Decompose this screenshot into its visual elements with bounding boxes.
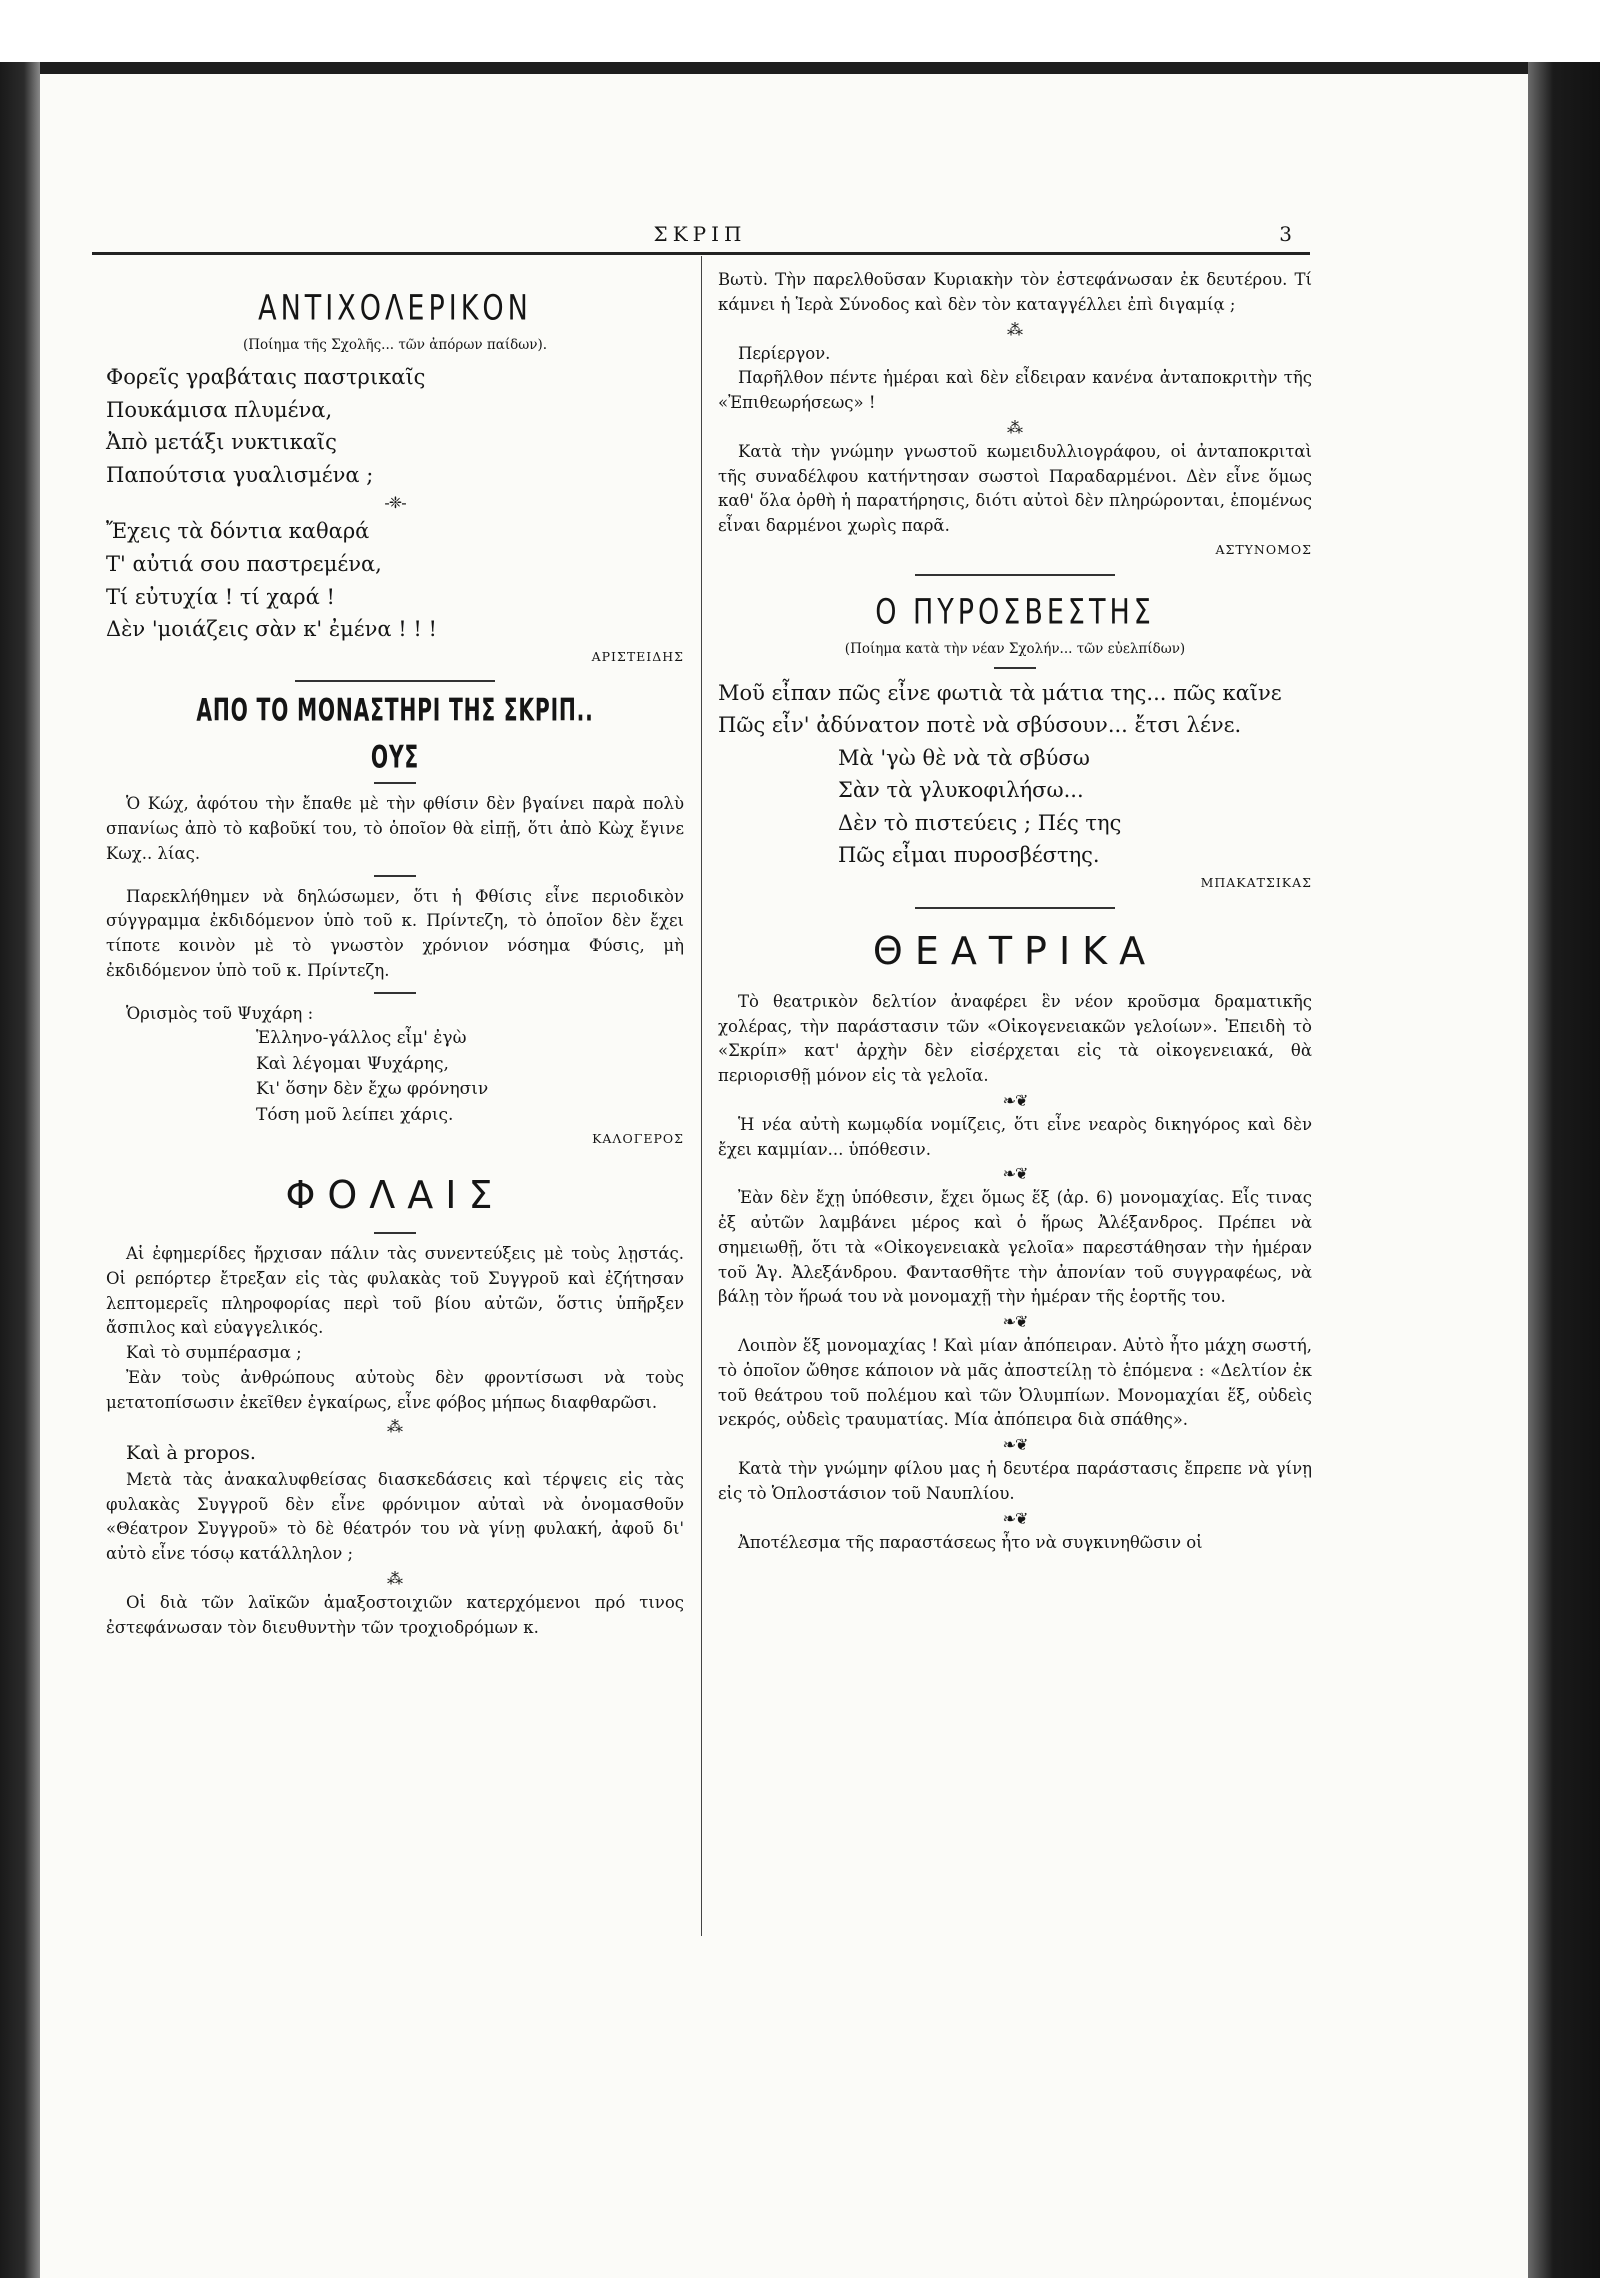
ornament-divider: ❧❦ bbox=[1002, 1508, 1028, 1528]
folais-paragraph-3: Ἐὰν τοὺς ἀνθρώπους αὐτοὺς δὲν φροντίσωσι νὰ τοὺς μετατοπίσωσιν ἐκεῖθεν ἐγκαίρως, εἶνε φόβος μήπως διαφθαρῶσι. bbox=[106, 1367, 684, 1412]
asterism: ⁂ bbox=[1007, 417, 1023, 437]
poem-line: Τ' αὐτιά σου παστρεμένα, bbox=[106, 551, 382, 576]
short-rule bbox=[374, 782, 416, 784]
masthead-title: ΣΚΡΙΠ bbox=[653, 222, 747, 246]
theatrika-paragraph-4: Λοιπὸν ἕξ μονομαχίας ! Καὶ μίαν ἀπόπειραν. Αὐτὸ ἦτο μάχη σωστή, τὸ ὁποῖον ὤθησε κάποιον νὰ μᾶς ἀποστείλῃ τὸ ἑπόμενα : «Δελτίον ἐκ τοῦ θεάτρου τοῦ πολέμου καὶ τῶν Ὀλυμπίων. Μονομαχίαι ἕξ, οὐδεὶς νεκρός, οὐδεὶς τραυματίας. Μία ἀπόπειρα διὰ σπάθης». bbox=[718, 1336, 1312, 1430]
folais-paragraph-2: Καὶ τὸ συμπέρασμα ; bbox=[126, 1343, 302, 1363]
poem-line: Ἀπὸ μετάξι νυκτικαῖς bbox=[106, 430, 337, 455]
verse-line: Τόση μοῦ λείπει χάρις. bbox=[256, 1104, 454, 1125]
short-rule bbox=[374, 875, 416, 877]
asterism: ⁂ bbox=[387, 1568, 403, 1588]
theatrika-paragraph-5: Κατὰ τὴν γνώμην φίλου μας ἡ δευτέρα παράστασις ἔπρεπε νὰ γίνῃ εἰς τὸ Ὁπλοστάσιον τοῦ Ναυπλίου. bbox=[718, 1459, 1312, 1503]
page-number: 3 bbox=[1279, 222, 1292, 246]
ornament-divider: ❧❦ bbox=[1002, 1164, 1028, 1184]
ornament-divider: -❈- bbox=[384, 493, 406, 513]
psycharis-verse bbox=[256, 1026, 684, 1128]
poem-line: Ἔχεις τὰ δόντια καθαρά bbox=[106, 519, 370, 544]
continuation-paragraph-3: Παρῆλθον πέντε ἡμέραι καὶ δὲν εἶδειραν κανένα ἀνταποκριτὴν τῆς «Ἐπιθεωρήσεως» ! bbox=[718, 368, 1312, 412]
theatrika-paragraph-3: Ἐὰν δὲν ἔχῃ ὑπόθεσιν, ἔχει ὅμως ἕξ (ἀρ. 6) μονομαχίας. Εἷς τινας ἐξ αὐτῶν λαμβάνει μέρος καὶ ὁ ἥρως Ἀλέξανδρος. Πρέπει νὰ σημειωθῇ, ὅτι τὰ «Οἰκογενειακὰ γελοῖα» παρεστάθησαν τὴν ἡμέραν τοῦ Ἁγ. Ἀλεξάνδρου. Φαντασθῆτε τὴν ἀπονίαν τοῦ συγγραφέως, νὰ βάλῃ τὸν ἥρωά του νὰ μονομαχῇ τὴν ἡμέραν τῆς ἑορτῆς του. bbox=[718, 1188, 1312, 1307]
short-rule bbox=[374, 992, 416, 994]
folais-paragraph-4: Καὶ à propos. bbox=[126, 1442, 256, 1465]
pyrosvestis-poem bbox=[718, 677, 1312, 872]
header-rule bbox=[92, 252, 1310, 255]
theatrika-paragraph-1: Τὸ θεατρικὸν δελτίον ἀναφέρει ἓν νέον κροῦσμα δραματικῆς χολέρας, τὴν παράστασιν τῶν «Οἰκογενειακῶν γελοίων». Ἐπειδὴ τὸ «Σκρίπ» κατ' ἀρχὴν δὲν εἰσέρχεται εἰς τὰ οἰκογενειακά, θὰ περιορισθῇ μόνον εἰς τὰ γελοῖα. bbox=[718, 991, 1312, 1086]
poem-line: Μὰ 'γὼ θὲ νὰ τὰ σβύσω bbox=[838, 745, 1090, 770]
poem-line: Πῶς εἶμαι πυροσβέστης. bbox=[838, 843, 1100, 868]
antixolerikon-subtitle: (Ποίημα τῆς Σχολῆς... τῶν ἀπόρων παίδων). bbox=[242, 337, 548, 353]
poem-line: Πουκάμισα πλυμένα, bbox=[106, 397, 333, 422]
column-separator bbox=[701, 256, 702, 1936]
poem-line: Πῶς εἶν' ἀδύνατον ποτὲ νὰ σβύσουν... ἔτσι λένε. bbox=[718, 713, 1242, 738]
section-rule bbox=[915, 907, 1115, 909]
ornament-divider: ❧❦ bbox=[1002, 1312, 1028, 1332]
verse-line: Κι' ὅσην δὲν ἔχω φρόνησιν bbox=[256, 1079, 489, 1100]
poem-line: Σὰν τὰ γλυκοφιλήσω... bbox=[838, 778, 1084, 803]
poem-line: Παπούτσια γυαλισμένα ; bbox=[106, 462, 374, 487]
short-rule bbox=[374, 1232, 416, 1234]
scan-top-margin bbox=[0, 0, 1600, 62]
pyrosvestis-title: Ο ΠΥΡΟΣΒΕΣΤΗΣ bbox=[875, 591, 1155, 633]
asterism: ⁂ bbox=[387, 1417, 403, 1437]
scan-right-edge bbox=[1528, 62, 1600, 2278]
theatrika-paragraph-6: Ἀποτέλεσμα τῆς παραστάσεως ἦτο νὰ συγκινηθῶσιν οἱ bbox=[738, 1532, 1203, 1552]
poem-line: Τί εὐτυχία ! τί χαρά ! bbox=[106, 584, 335, 609]
monastiri-paragraph-1: Ὁ Κώχ, ἀφότου τὴν ἔπαθε μὲ τὴν φθίσιν δὲν βγαίνει παρὰ πολὺ σπανίως ἀπὸ τὸ καβοῦκί του, τὸ ὁποῖον θὰ εἰπῇ, ὅτι ἀπὸ Κὼχ ἔγινε Κωχ.. λίας. bbox=[106, 794, 684, 863]
section-rule bbox=[295, 680, 495, 682]
right-column bbox=[718, 268, 1312, 1555]
section-rule bbox=[915, 574, 1115, 576]
scan-left-edge bbox=[0, 62, 40, 2278]
ornament-divider: ❧❦ bbox=[1002, 1090, 1028, 1110]
left-column bbox=[106, 268, 684, 1640]
antixolerikon-stanza-2 bbox=[106, 515, 684, 645]
folais-title: ΦΟΛΑΙΣ bbox=[285, 1173, 505, 1218]
scan-top-edge bbox=[0, 62, 1600, 74]
antixolerikon-title: ΑΝΤΙΧΟΛΕΡΙΚΟΝ bbox=[258, 288, 532, 329]
folais-paragraph-6: Οἱ διὰ τῶν λαϊκῶν ἁμαξοστοιχιῶν κατερχόμενοι πρό τινος ἐστεφάνωσαν τὸν διευθυντὴν τῶν τροχιοδρόμων κ. bbox=[106, 1592, 684, 1637]
monastiri-paragraph-3: Ὁρισμὸς τοῦ Ψυχάρη : bbox=[126, 1003, 314, 1023]
ornament-divider: ❧❦ bbox=[1002, 1435, 1028, 1455]
poem-line: Μοῦ εἶπαν πῶς εἶνε φωτιὰ τὰ μάτια της... πῶς καῖνε bbox=[718, 680, 1282, 705]
folais-paragraph-1: Αἱ ἐφημερίδες ἤρχισαν πάλιν τὰς συνεντεύξεις μὲ τοὺς λῃστάς. Οἱ ρεπόρτερ ἔτρεξαν εἰς τὰς φυλακὰς τοῦ Συγγροῦ καὶ ἐζήτησαν λεπτομερεῖς πληροφορίας περὶ τοῦ βίου αὐτῶν, ὅστις ὑπῆρξεν ἄσπιλος καὶ εὐαγγελικός. bbox=[106, 1244, 684, 1338]
poem-line: Δὲν τὸ πιστεύεις ; Πές της bbox=[838, 810, 1122, 835]
poem-line: Δὲν 'μοιάζεις σὰν κ' ἐμένα ! ! ! bbox=[106, 617, 437, 642]
signature-astynomos: ΑΣΤΥΝΟΜΟΣ bbox=[1215, 541, 1312, 557]
monastiri-title: ΑΠΟ ΤΟ ΜΟΝΑΣΤΗΡΙ ΤΗΣ ΣΚΡΙΠ.. ΟΥΣ bbox=[196, 693, 594, 777]
folais-paragraph-5: Μετὰ τὰς ἀνακαλυφθείσας διασκεδάσεις καὶ τέρψεις εἰς τὰς φυλακὰς Συγγροῦ δὲν εἶνε φρόνιμον αὐταὶ νὰ ὀνομασθοῦν «Θέατρον Συγγροῦ» τὸ δὲ θέατρόν του νὰ γίνῃ φυλακή, ἀφοῦ δι' αὐτὸ εἶνε τόσῳ κατάλληλον ; bbox=[106, 1469, 684, 1564]
theatrika-paragraph-2: Ἡ νέα αὐτὴ κωμῳδία νομίζεις, ὅτι εἶνε νεαρὸς δικηγόρος καὶ δὲν ἔχει καμμίαν... ὑπόθεσιν. bbox=[718, 1114, 1312, 1159]
antixolerikon-stanza-1 bbox=[106, 361, 684, 491]
signature-kalogeros: ΚΑΛΟΓΕΡΟΣ bbox=[592, 1131, 684, 1147]
continuation-paragraph-2: Περίεργον. bbox=[738, 343, 831, 363]
signature-mpakatsikas: ΜΠΑΚΑΤΣΙΚΑΣ bbox=[1200, 875, 1312, 891]
monastiri-paragraph-2: Παρεκλήθημεν νὰ δηλώσωμεν, ὅτι ἡ Φθίσις εἶνε περιοδικὸν σύγγραμμα ἐκδιδόμενον ὑπὸ τοῦ κ. Πρίντεζη, τὸ ὁποῖον δὲν ἔχει τίποτε κοινὸν μὲ τὸ γνωστὸν χρόνιον νόσημα Φύσις, μὴ ἐκδιδόμενον ὑπὸ τοῦ κ. Πρίντεζη. bbox=[106, 886, 684, 980]
continuation-paragraph-4: Κατὰ τὴν γνώμην γνωστοῦ κωμειδυλλιογράφου, οἱ ἀνταποκριταὶ τῆς συναδέλφου κατήντησαν σωστοὶ Παραδαρμένοι. Δὲν εἶνε ὅμως καθ' ὅλα ὀρθὴ ἡ παρατήρησις, διότι αὐτοὶ δὲν πληρώρονται, ἑπομένως εἶναι δαρμένοι χωρὶς παρᾶ. bbox=[718, 441, 1312, 535]
continuation-paragraph-1: Βωτὺ. Τὴν παρελθοῦσαν Κυριακὴν τὸν ἐστεφάνωσαν ἐκ δευτέρου. Τί κάμνει ἡ Ἱερὰ Σύνοδος καὶ δὲν τὸν καταγγέλλει ἐπὶ διγαμίᾳ ; bbox=[718, 270, 1312, 314]
short-rule bbox=[994, 667, 1036, 669]
verse-line: Καὶ λέγομαι Ψυχάρης, bbox=[256, 1053, 449, 1074]
signature-aristeidis: ΑΡΙΣΤΕΙΔΗΣ bbox=[591, 648, 684, 664]
verse-line: Ἑλληνο-γάλλος εἶμ' ἐγὼ bbox=[256, 1028, 467, 1049]
asterism: ⁂ bbox=[1007, 319, 1023, 339]
poem-line: Φορεῖς γραβάταις παστρικαῖς bbox=[106, 365, 426, 390]
theatrika-title: ΘΕΑΤΡΙΚΑ bbox=[872, 928, 1158, 973]
pyrosvestis-subtitle: (Ποίημα κατὰ τὴν νέαν Σχολήν... τῶν εὐελπίδων) bbox=[844, 640, 1186, 657]
